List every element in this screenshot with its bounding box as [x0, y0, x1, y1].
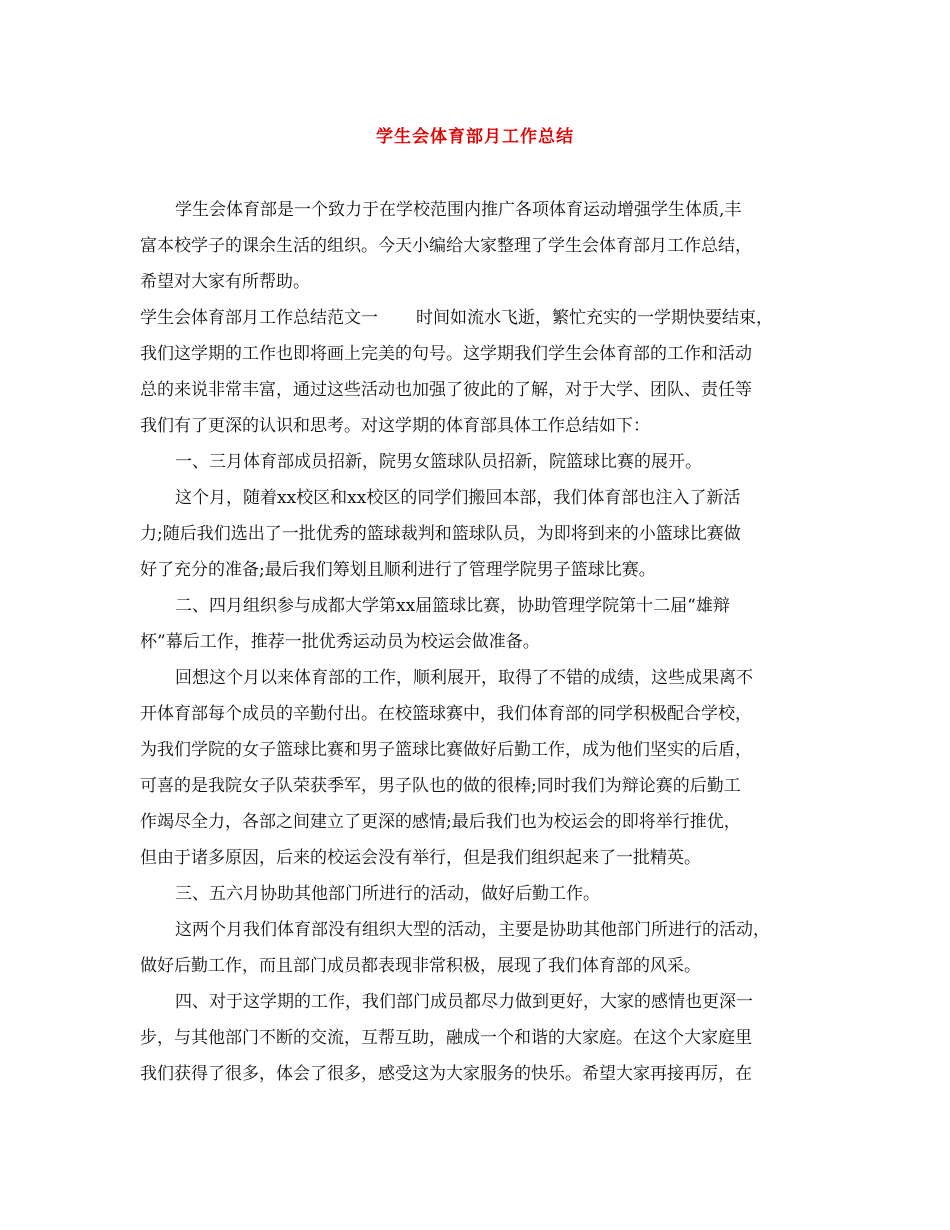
- text-line: 步，与其他部门不断的交流，互帮互助，融成一个和谐的大家庭。在这个大家庭里: [140, 1028, 752, 1048]
- text-line: 富本校学子的课余生活的组织。今天小编给大家整理了学生会体育部月工作总结，: [140, 236, 752, 256]
- document-body: [140, 192, 830, 1092]
- section-heading: 三、五六月协助其他部门所进行的活动，做好后勤工作。: [175, 884, 600, 904]
- text-line: 但由于诸多原因，后来的校运会没有举行，但是我们组织起来了一批精英。: [140, 848, 701, 868]
- text-line: 总的来说非常丰富，通过这些活动也加强了彼此的了解，对于大学、团队、责任等: [140, 380, 752, 400]
- text-line: 可喜的是我院女子队荣获季军，男子队也的做的很棒;同时我们为辩论赛的后勤工: [140, 776, 741, 796]
- text-line: 学生会体育部是一个致力于在学校范围内推广各项体育运动增强学生体质,丰: [175, 200, 742, 220]
- text-line: 为我们学院的女子篮球比赛和男子篮球比赛做好后勤工作，成为他们坚实的后盾，: [140, 740, 752, 760]
- section-subheading: 学生会体育部月工作总结范文一: [140, 308, 378, 328]
- text-line: 时间如流水飞逝，繁忙充实的一学期快要结束，: [416, 308, 773, 328]
- section-heading: 四、对于这学期的工作，我们部门成员都尽力做到更好，大家的感情也更深一: [175, 992, 753, 1012]
- section-heading: 一、三月体育部成员招新，院男女篮球队员招新，院篮球比赛的展开。: [175, 452, 702, 472]
- text-line: 好了充分的准备;最后我们筹划且顺利进行了管理学院男子篮球比赛。: [140, 560, 656, 580]
- text-line: 这两个月我们体育部没有组织大型的活动，主要是协助其他部门所进行的活动，: [175, 920, 770, 940]
- text-line: 我们这学期的工作也即将画上完美的句号。这学期我们学生会体育部的工作和活动: [140, 344, 752, 364]
- text-line: 这个月，随着xx校区和xx校区的同学们搬回本部，我们体育部也注入了新活: [175, 488, 741, 508]
- text-line: 杯”幕后工作，推荐一批优秀运动员为校运会做准备。: [140, 632, 540, 652]
- text-line-with-subheading: [140, 300, 830, 336]
- text-line: 力;随后我们选出了一批优秀的篮球裁判和篮球队员，为即将到来的小篮球比赛做: [140, 524, 741, 544]
- document-title: 学生会体育部月工作总结: [376, 127, 574, 147]
- text-line: 希望对大家有所帮助。: [140, 272, 310, 292]
- text-line: 作竭尽全力，各部之间建立了更深的感情;最后我们也为校运会的即将举行推优，: [140, 812, 741, 832]
- text-line: 开体育部每个成员的辛勤付出。在校篮球赛中，我们体育部的同学积极配合学校，: [140, 704, 752, 724]
- text-line: 我们有了更深的认识和思考。对这学期的体育部具体工作总结如下：: [140, 416, 650, 436]
- section-heading: 二、四月组织参与成都大学第xx届篮球比赛，协助管理学院第十二届“雄辩: [175, 596, 730, 616]
- text-line: 做好后勤工作，而且部门成员都表现非常积极，展现了我们体育部的风采。: [140, 956, 701, 976]
- text-line: 我们获得了很多，体会了很多，感受这为大家服务的快乐。希望大家再接再厉，在: [140, 1064, 752, 1084]
- text-line: 回想这个月以来体育部的工作，顺利展开，取得了不错的成绩，这些成果离不: [175, 668, 753, 688]
